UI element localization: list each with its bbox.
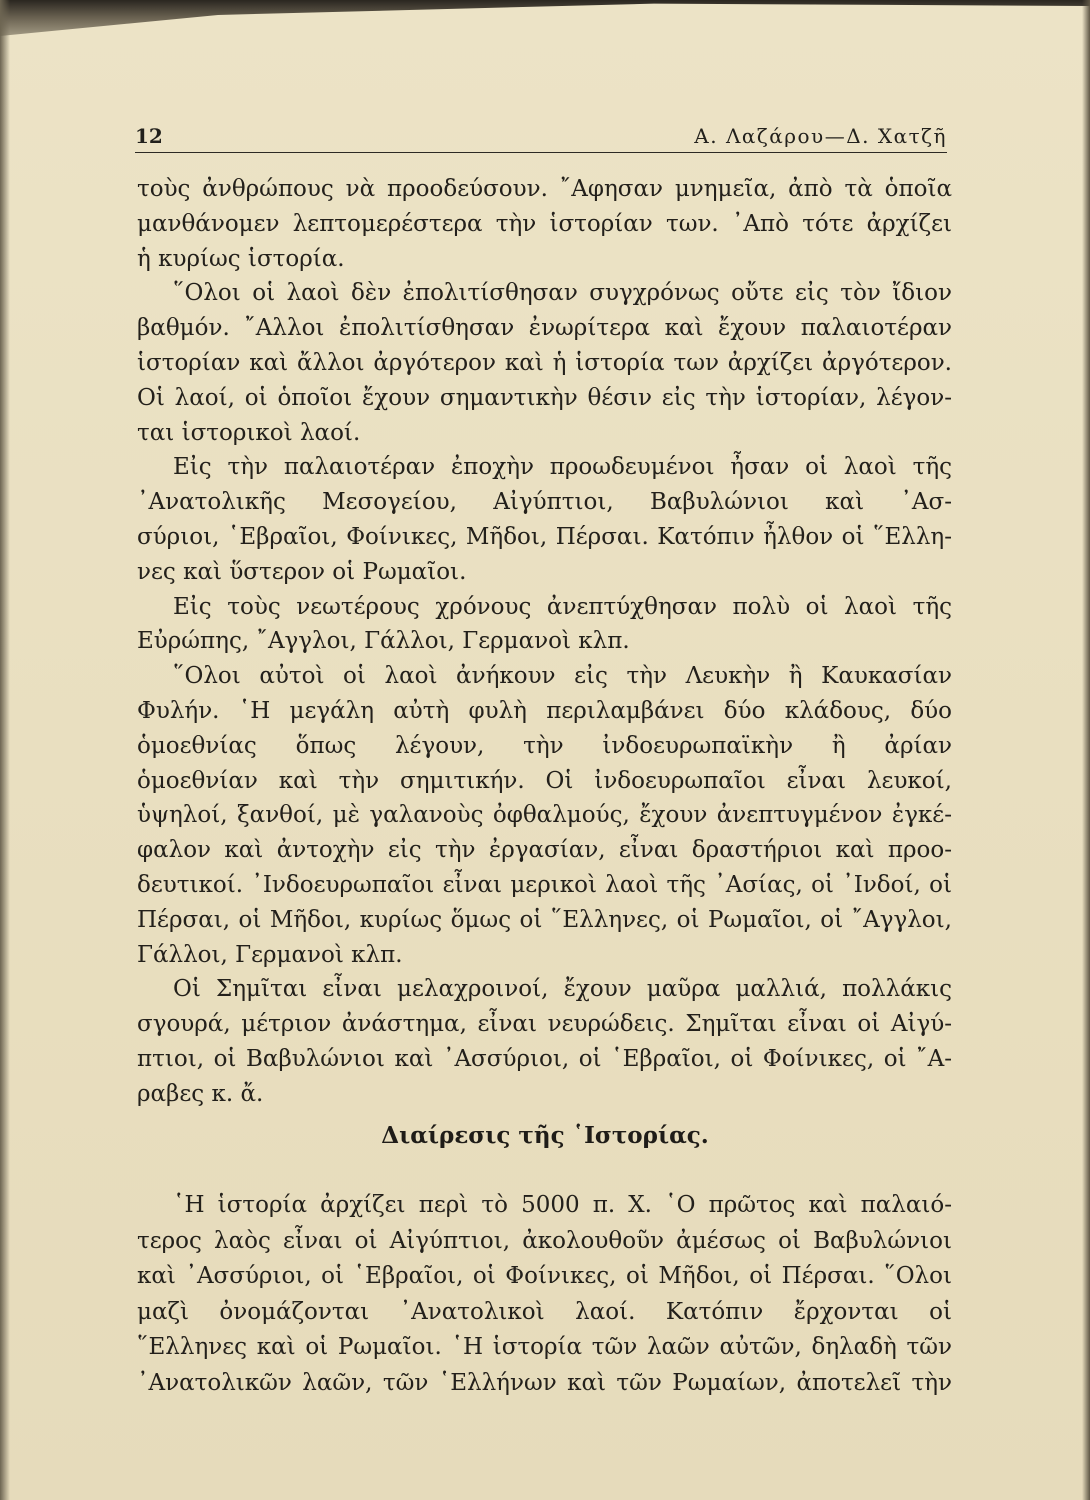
text-line: Εἰς τὴν παλαιοτέραν ἐποχὴν προωδευμένοι ἦσαν οἱ λαοὶ τῆς bbox=[173, 454, 952, 481]
text-line: βαθμόν. ῎Αλλοι ἐπολιτίσθησαν ἐνωρίτερα καὶ ἔχουν παλαιοτέραν bbox=[137, 315, 952, 342]
text-line: μαζὶ ὀνομάζονται ᾿Ανατολικοὶ λαοί. Κατόπιν ἔρχονται οἱ bbox=[137, 1298, 952, 1325]
text-line: ῞Ελληνες καὶ οἱ Ρωμαῖοι. ῾Η ἱστορία τῶν λαῶν αὐτῶν, δηλαδὴ τῶν bbox=[137, 1334, 952, 1360]
text-line: ᾿Ανατολικῆς Μεσογείου, Αἰγύπτιοι, Βαβυλώνιοι καὶ ᾿Ασ- bbox=[137, 489, 952, 516]
text-line: ἱστορίαν καὶ ἄλλοι ἀργότερον καὶ ἡ ἱστορία των ἀρχίζει ἀργότερον. bbox=[137, 349, 952, 376]
text-line: ἡ κυρίως ἱστορία. bbox=[137, 245, 345, 272]
text-line: Πέρσαι, οἱ Μῆδοι, κυρίως ὅμως οἱ ῞Ελληνες, οἱ Ρωμαῖοι, οἱ ῎Αγγλοι, bbox=[137, 906, 952, 933]
text-line: ραβες κ. ἄ. bbox=[137, 1080, 264, 1107]
section-title: Διαίρεσις τῆς ῾Ιστορίας. bbox=[381, 1122, 709, 1149]
text-line: Εὐρώπης, ῎Αγγλοι, Γάλλοι, Γερμανοὶ κλπ. bbox=[137, 628, 630, 655]
page-shadow-right bbox=[1082, 0, 1090, 1500]
page-number: 12 bbox=[135, 124, 163, 148]
text-line: Φυλήν. ῾Η μεγάλη αὐτὴ φυλὴ περιλαμβάνει δύο κλάδους, δύο bbox=[137, 697, 952, 724]
text-line: ῾Η ἱστορία ἀρχίζει περὶ τὸ 5000 π. Χ. ῾Ο πρῶτος καὶ παλαιό- bbox=[173, 1192, 952, 1218]
running-head: Α. Λαζάρου—Δ. Χατζῆ bbox=[694, 124, 947, 148]
text-line: σύριοι, ῾Εβραῖοι, Φοίνικες, Μῆδοι, Πέρσαι. Κατόπιν ἦλθον οἱ ῞Ελλη- bbox=[137, 523, 952, 550]
text-line: ὁμοεθνίας ὅπως λέγουν, τὴν ἰνδοευρωπαϊκὴν ἢ ἀρίαν bbox=[137, 732, 952, 759]
text-line: μανθάνομεν λεπτομερέστερα τὴν ἱστορίαν των. ᾿Απὸ τότε ἀρχίζει bbox=[137, 210, 952, 237]
text-line: φαλον καὶ ἀντοχὴν εἰς τὴν ἐργασίαν, εἶναι δραστήριοι καὶ προο- bbox=[137, 837, 952, 864]
page-shadow-left bbox=[0, 0, 10, 1500]
text-line: νες καὶ ὕστερον οἱ Ρωμαῖοι. bbox=[137, 558, 467, 585]
text-line: Οἱ Σημῖται εἶναι μελαχροινοί, ἔχουν μαῦρα μαλλιά, πολλάκις bbox=[173, 976, 952, 1003]
text-line: ὁμοεθνίαν καὶ τὴν σημιτικήν. Οἱ ἰνδοευρωπαῖοι εἶναι λευκοί, bbox=[137, 767, 952, 794]
text-line: ῞Ολοι οἱ λαοὶ δὲν ἐπολιτίσθησαν συγχρόνως οὔτε εἰς τὸν ἴδιον bbox=[173, 280, 952, 307]
text-line: ῞Ολοι αὐτοὶ οἱ λαοὶ ἀνήκουν εἰς τὴν Λευκὴν ἢ Καυκασίαν bbox=[173, 663, 952, 690]
text-line: ᾿Ανατολικῶν λαῶν, τῶν ῾Ελλήνων καὶ τῶν Ρωμαίων, ἀποτελεῖ τὴν bbox=[137, 1369, 952, 1396]
text-line: τερος λαὸς εἶναι οἱ Αἰγύπτιοι, ἀκολουθοῦν ἀμέσως οἱ Βαβυλώνιοι bbox=[137, 1227, 952, 1254]
page-header bbox=[135, 120, 947, 153]
text-line: ται ἱστορικοὶ λαοί. bbox=[137, 419, 361, 446]
text-line: καὶ ᾿Ασσύριοι, οἱ ῾Εβραῖοι, οἱ Φοίνικες, οἱ Μῆδοι, οἱ Πέρσαι. ῞Ολοι bbox=[137, 1263, 952, 1289]
text-line: πτιοι, οἱ Βαβυλώνιοι καὶ ᾿Ασσύριοι, οἱ ῾Εβραῖοι, οἱ Φοίνικες, οἱ ῎Α- bbox=[137, 1045, 952, 1072]
text-line: σγουρά, μέτριον ἀνάστημα, εἶναι νευρώδεις. Σημῖται εἶναι οἱ Αἰγύ- bbox=[137, 1011, 952, 1038]
text-line: τοὺς ἀνθρώπους νὰ προοδεύσουν. ῎Αφησαν μνημεῖα, ἀπὸ τὰ ὁποῖα bbox=[137, 176, 952, 202]
text-line: ὑψηλοί, ξανθοί, μὲ γαλανοὺς ὀφθαλμούς, ἔχουν ἀνεπτυγμένον ἐγκέ- bbox=[137, 802, 952, 829]
text-line: Γάλλοι, Γερμανοὶ κλπ. bbox=[137, 941, 403, 968]
text-line: Οἱ λαοί, οἱ ὁποῖοι ἔχουν σημαντικὴν θέσιν εἰς τὴν ἱστορίαν, λέγον- bbox=[137, 384, 952, 411]
section-text bbox=[137, 1188, 952, 1401]
text-line: Εἰς τοὺς νεωτέρους χρόνους ἀνεπτύχθησαν πολὺ οἱ λαοὶ τῆς bbox=[173, 593, 952, 620]
body-text bbox=[137, 172, 952, 1112]
text-line: δευτικοί. ᾿Ινδοευρωπαῖοι εἶναι μερικοὶ λαοὶ τῆς ᾿Ασίας, οἱ ᾿Ινδοί, οἱ bbox=[137, 871, 952, 898]
page-shadow-top bbox=[0, 0, 1090, 60]
